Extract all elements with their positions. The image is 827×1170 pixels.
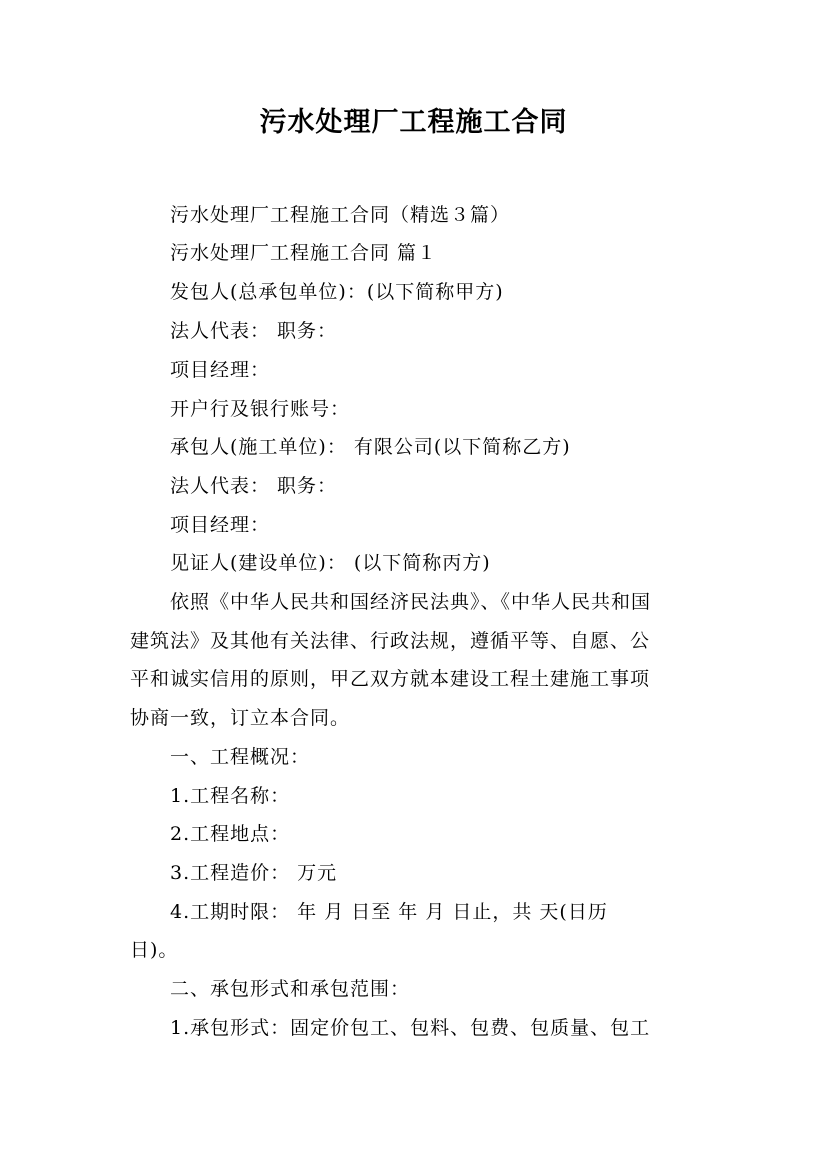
paragraph-line: 污水处理厂工程施工合同（精选３篇） [170,204,511,226]
paragraph-line: 建筑法》及其他有关法律、行政法规，遵循平等、自愿、公 [130,630,651,652]
paragraph-line: 污水处理厂工程施工合同 篇１ [170,242,438,264]
section-heading: 一、工程概况： [170,746,311,768]
paragraph-line: 3.工程造价： 万元 [170,862,338,884]
paragraph-line: 1.工程名称： [170,785,291,807]
section-heading: 二、承包形式和承包范围： [170,978,411,1000]
paragraph-line: 见证人(建设单位)： (以下简称丙方) [170,552,491,574]
paragraph-line: 1.承包形式：固定价包工、包料、包费、包质量、包工 [170,1017,651,1039]
paragraph-line: 2.工程地点： [170,823,291,845]
paragraph-line: 协商一致，订立本合同。 [130,707,351,729]
paragraph-line: 承包人(施工单位)： 有限公司(以下简称乙方) [170,436,571,458]
paragraph-line: 4.工期时限： 年 月 日至 年 月 日止，共 天(日历 [170,901,608,923]
paragraph-line: 发包人(总承包单位)：(以下简称甲方) [170,281,504,303]
document-title: 污水处理厂工程施工合同 [259,107,568,138]
paragraph-line: 项目经理： [170,359,271,381]
paragraph-line: 法人代表： 职务： [170,320,338,342]
paragraph-line: 平和诚实信用的原则，甲乙双方就本建设工程土建施工事项 [130,668,651,690]
paragraph-line: 开户行及银行账号： [170,398,351,420]
paragraph-line: 项目经理： [170,514,271,536]
paragraph-line: 法人代表： 职务： [170,475,338,497]
paragraph-line: 日)。 [130,939,179,961]
paragraph-line: 依照《中华人民共和国经济民法典》、《中华人民共和国 [170,591,652,613]
